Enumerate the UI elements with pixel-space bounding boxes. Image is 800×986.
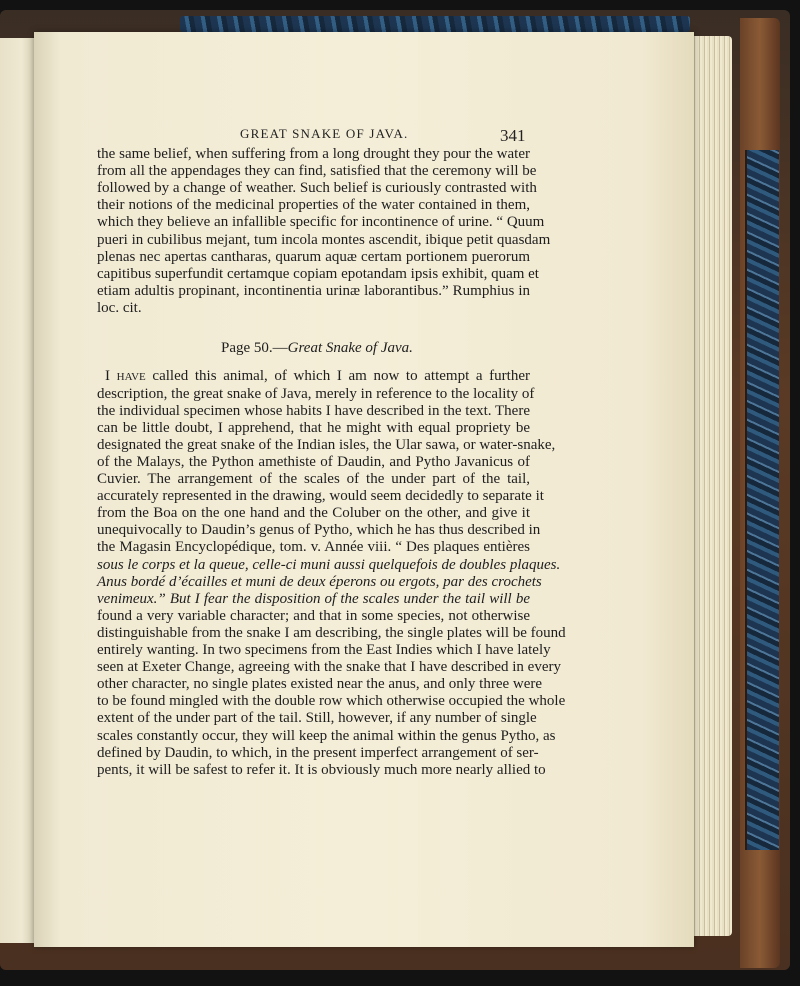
text-line: etiam adultis propinant, incontinentia urinæ laborantibus.” Rumphius in <box>97 282 530 299</box>
text-line: pents, it will be safest to refer it. It is obviously much more nearly allied to <box>97 761 546 778</box>
text-line: to be found mingled with the double row which otherwise occupied the whole <box>97 693 566 710</box>
marbled-board-top <box>180 16 690 32</box>
text-line: the same belief, when suffering from a long drought they pour the water <box>97 146 530 162</box>
lead-caps: have <box>116 368 146 384</box>
text-line: capitibus superfundit certamque copiam epotandam ipsis exhibit, quam et <box>97 265 539 282</box>
text-line: from all the appendages they can find, satisfied that the ceremony will be <box>97 163 537 180</box>
text-line: from the Boa on the one hand and the Coluber on the other, and give it <box>97 505 530 522</box>
text-line: pueri in cubilibus mejant, tum incola montes ascendit, ibique petit quasdam <box>97 231 551 248</box>
text-line: entirely wanting. In two specimens from the East Indies which I have lately <box>97 642 551 658</box>
text-line: the individual specimen whose habits I have described in the text. There <box>97 402 530 419</box>
text-line: of the Malays, the Python amethiste of Daudin, and Pytho Javanicus of <box>97 453 530 470</box>
heading-prefix: Page 50.— <box>221 340 288 356</box>
paragraph-snake-first-line <box>105 368 530 385</box>
text-line: seen at Exeter Change, agreeing with the snake that I have described in every <box>97 659 561 676</box>
running-title: GREAT SNAKE OF JAVA. <box>240 126 409 141</box>
text-line: the Magasin Encyclopédique, tom. v. Année viii. “ Des plaques entières <box>97 539 530 556</box>
text-line: can be little doubt, I apprehend, that he might with equal propriety be <box>97 419 530 436</box>
text-line: extent of the under part of the tail. Still, however, if any number of single <box>97 710 537 727</box>
heading-title: Great Snake of Java. <box>287 340 413 356</box>
text-line: other character, no single plates existed near the anus, and only three were <box>97 676 543 693</box>
text-line: plenas nec apertas cantharas, quarum aquæ certam portionem puerorum <box>97 248 530 265</box>
left-page-edge <box>0 38 36 943</box>
section-heading <box>221 340 413 357</box>
text-line: description, the great snake of Java, merely in reference to the locality of <box>97 385 535 402</box>
text-line: Cuvier. The arrangement of the scales of the under part of the tail, <box>97 471 530 487</box>
text-line: accurately represented in the drawing, would seem decidedly to separate it <box>97 488 544 505</box>
text-line: loc. cit. <box>97 299 142 316</box>
page-number: 341 <box>500 126 526 145</box>
text-line: followed by a change of weather. Such belief is curiously contrasted with <box>97 180 537 197</box>
marbled-board-right <box>745 150 779 850</box>
text-line: Anus bordé d’écailles et muni de deux éperons ou ergots, par des crochets <box>97 573 542 590</box>
lead-rest: called this animal, of which I am now to attempt a further <box>145 368 530 384</box>
text-line: defined by Daudin, to which, in the present imperfect arrangement of ser- <box>97 744 539 761</box>
text-line: scales constantly occur, they will keep the animal within the genus Pytho, as <box>97 727 556 744</box>
lead-letter: I <box>105 368 117 384</box>
text-line: found a very variable character; and that in some species, not otherwise <box>97 607 530 624</box>
text-line: unequivocally to Daudin’s genus of Pytho, which he has thus described in <box>97 522 541 539</box>
text-line: designated the great snake of the Indian isles, the Ular sawa, or water-snake, <box>97 436 556 453</box>
text-line: venimeux.” But I fear the disposition of the scales under the tail will be <box>97 590 530 607</box>
text-line: sous le corps et la queue, celle-ci muni aussi quelquefois de doubles plaques. <box>97 556 561 573</box>
text-line: distinguishable from the snake I am describing, the single plates will be found <box>97 624 566 641</box>
text-line: which they believe an infallible specific for incontinence of urine. “ Quum <box>97 214 545 231</box>
text-line: their notions of the medicinal properties of the water contained in them, <box>97 197 530 214</box>
